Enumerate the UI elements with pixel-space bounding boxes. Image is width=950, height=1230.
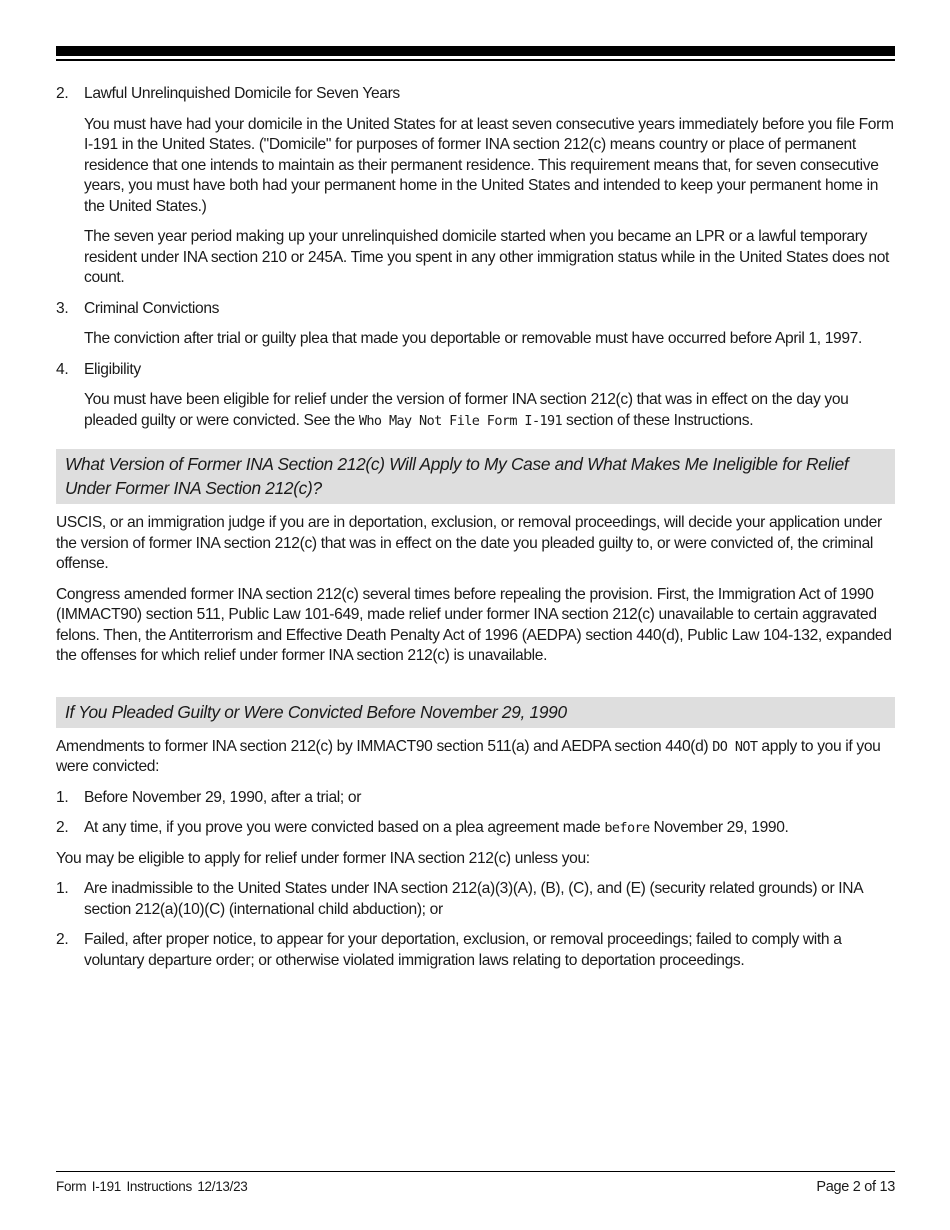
section-reference: Who May Not File Form I-191	[358, 412, 563, 429]
condition-item-1	[56, 788, 895, 809]
eligibility-item-4	[56, 360, 895, 381]
domicile-paragraph-2: The seven year period making up your unrelinquished domicile started when you became an LPR or a lawful temporary resident under INA section 210 or 245A. Time you spent in any other immigration status while in the United States does not count.	[84, 228, 890, 286]
footer-form-info: Form I-191 Instructions 12/13/23	[56, 1179, 248, 1194]
convictions-paragraph: The conviction after trial or guilty plea that made you deportable or removable must have occurred before April 1, 1997.	[84, 330, 862, 347]
item-heading: Lawful Unrelinquished Domicile for Seven Years	[84, 85, 400, 102]
exception-item-2	[56, 930, 895, 971]
item-heading: Eligibility	[84, 360, 141, 378]
list-number: 3.	[56, 299, 69, 317]
amendments-intro	[56, 737, 895, 778]
condition-text	[84, 818, 895, 839]
unless-intro: You may be eligible to apply for relief under former INA section 212(c) unless you:	[56, 849, 590, 867]
footer-page-number: Page 2 of 13	[816, 1179, 895, 1195]
list-number: 2.	[56, 931, 69, 948]
eligibility-item-2	[56, 84, 895, 105]
eligibility-paragraph	[84, 390, 895, 431]
exception-text: Failed, after proper notice, to appear for your deportation, exclusion, or removal proceedings; failed to comply with a voluntary departure order; or otherwise violated immigration laws relating to deportation proceedings.	[84, 931, 842, 969]
page-content	[56, 84, 895, 981]
text-run: Amendments to former INA section 212(c) by IMMACT90 section 511(a) and AEDPA section 440(d)	[56, 737, 713, 755]
eligibility-item-3	[56, 299, 895, 320]
emphasis-before: before	[604, 820, 650, 836]
version-paragraph-2: Congress amended former INA section 212(c) several times before repealing the provision. First, the Immigration Act of 1990 (IMMACT90) section 511, Public Law 101-649, made relief under former INA section 212(c) unavailable to certain aggravated felons. Then, the Antiterrorism and Effective Death Penalty Act of 1996 (AEDPA) section 440(d), Public Law 104-132, expanded the offenses for which relief under former INA section 212(c) is unavailable.	[56, 585, 892, 664]
domicile-paragraph-1: You must have had your domicile in the United States for at least seven consecutive years immediately before you file Form I-191 in the United States. ("Domicile" for purposes of former INA section 212(c) means country or place of permanent residence that one intends to maintain as their permanent residence. This requirement means that, for seven consecutive years, you must have both had your permanent home in the United States and intended to keep your permanent home in the United States.)	[84, 115, 894, 215]
exception-text: Are inadmissible to the United States under INA section 212(a)(3)(A), (B), (C), and (E) (security related grounds) or INA section 212(a)(10)(C) (international child abduction); or	[84, 880, 863, 918]
text-run: section of these Instructions.	[562, 411, 754, 429]
text-run: At any time, if you prove you were convicted based on a plea agreement made	[84, 819, 605, 836]
condition-text: Before November 29, 1990, after a trial; or	[84, 788, 362, 806]
text-run: You must have been eligible for relief under the version of former INA section 212(c) that was in effect on the day you pleaded guilty or were convicted. See the	[84, 391, 849, 429]
emphasis-do-not: DO NOT	[712, 738, 758, 755]
header-thin-rule	[56, 59, 895, 61]
footer-rule	[56, 1171, 895, 1172]
version-paragraph-1: USCIS, or an immigration judge if you are in deportation, exclusion, or removal proceedings, will decide your application under the version of former INA section 212(c) that was in effect on the date you pleaded guilty to, or were convicted of, the criminal offense.	[56, 514, 882, 572]
section-heading-version: What Version of Former INA Section 212(c) Will Apply to My Case and What Makes Me Ineligible for Relief Under Former INA Section 212(c)?	[56, 449, 895, 504]
header-thick-rule	[56, 46, 895, 56]
list-number: 2.	[56, 819, 69, 836]
exception-item-1	[56, 879, 895, 920]
text-run: November 29, 1990.	[649, 819, 789, 836]
section-heading-before-1990: If You Pleaded Guilty or Were Convicted Before November 29, 1990	[56, 697, 895, 728]
list-number: 1.	[56, 880, 69, 897]
list-number: 1.	[56, 788, 69, 806]
list-number: 4.	[56, 360, 69, 378]
list-number: 2.	[56, 85, 69, 102]
item-heading: Criminal Convictions	[84, 299, 220, 317]
condition-item-2	[56, 818, 895, 839]
text-run: apply to you if you were convicted:	[56, 737, 881, 775]
